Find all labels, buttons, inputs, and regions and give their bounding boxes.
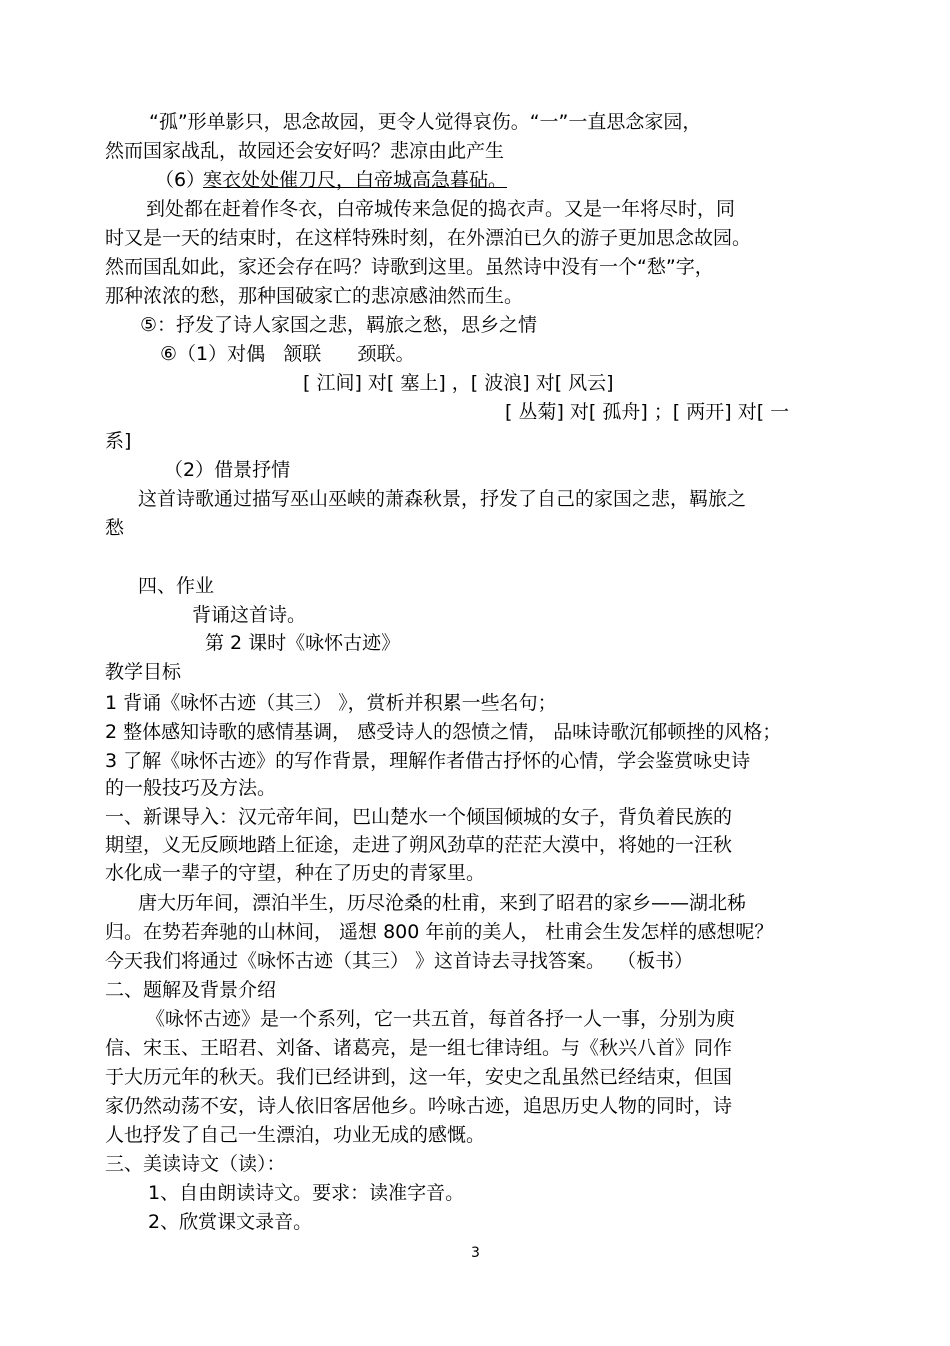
text-line-6: 然而国乱如此，家还会存在吗？诗歌到这里。虽然诗中没有一个“愁”字， [105, 256, 714, 278]
text-line-20: 1 背诵《咏怀古迹（其三） 》，赏析并积累一些名句； [105, 692, 557, 714]
text-line-11: [ 丛菊] 对[ 孤舟] ；[ 两开] 对[ 一 [505, 401, 790, 423]
text-line-34: 家仍然动荡不安，诗人依旧客居他乡。吟咏古迹，追思历史人物的同时，诗 [105, 1095, 733, 1117]
text-line-37: 1、自由朗读诗文。要求：读准字音。 [148, 1182, 465, 1204]
text-line-4: 到处都在赶着作冬衣，白帝城传来急促的捣衣声。又是一年将尽时，同 [146, 198, 736, 220]
text-line-1: “孤”形单影只，思念故园，更令人觉得哀伤。“一”一直思念家园， [149, 111, 702, 133]
text-line-22: 3 了解《咏怀古迹》的写作背景，理解作者借古抒怀的心情，学会鉴赏咏史诗 [105, 750, 751, 772]
text-line-12: 系] [105, 430, 132, 452]
text-line-9: ⑥（1）对偶 颔联 颈联。 [160, 343, 415, 365]
page-number: 3 [471, 1245, 480, 1261]
text-line-25: 期望，义无反顾地踏上征途，走进了朔风劲草的茫茫大漠中，将她的一汪秋 [105, 834, 733, 856]
text-line-28: 归。在势若奔驰的山林间， 遥想 800 年前的美人， 杜甫会生发怎样的感想呢？ [105, 921, 774, 943]
text-line-36: 三、美读诗文（读）： [105, 1153, 286, 1175]
text-line-13: （2）借景抒情 [164, 459, 291, 481]
text-line-29: 今天我们将通过《咏怀古迹（其三） 》这首诗去寻找答案。 （板书） [105, 950, 694, 972]
text-line-26: 水化成一辈子的守望，种在了历史的青冢里。 [105, 862, 486, 884]
text-line-23: 的一般技巧及方法。 [105, 777, 277, 799]
text-line-27: 唐大历年间，漂泊半生，历尽沧桑的杜甫，来到了昭君的家乡——湖北秭 [138, 892, 747, 914]
text-line-30: 二、题解及背景介绍 [105, 979, 277, 1001]
text-line-16: 四、作业 [138, 575, 215, 597]
text-line-19: 教学目标 [105, 661, 182, 683]
text-line-32: 信、宋玉、王昭君、刘备、诸葛亮，是一组七律诗组。与《秋兴八首》同作 [105, 1037, 733, 1059]
text-line-15: 愁 [105, 517, 125, 539]
text-line-21: 2 整体感知诗歌的感情基调， 感受诗人的怨愤之情， 品味诗歌沉郁顿挫的风格； [105, 721, 782, 743]
text-line-18: 第 2 课时《咏怀古迹》 [205, 632, 401, 654]
text-line-3-verse: 寒衣处处催刀尺，白帝城高急暮砧。 [203, 169, 508, 191]
text-line-38: 2、欣赏课文录音。 [148, 1211, 313, 1233]
text-line-10: [ 江间] 对[ 塞上] ，[ 波浪] 对[ 风云] [303, 372, 614, 394]
text-line-7: 那种浓浓的愁，那种国破家亡的悲凉感油然而生。 [105, 285, 524, 307]
text-line-14: 这首诗歌通过描写巫山巫峡的萧森秋景，抒发了自己的家国之悲，羁旅之 [138, 488, 747, 510]
text-line-8: ⑤：抒发了诗人家国之悲，羁旅之愁，思乡之情 [140, 314, 538, 336]
text-line-24: 一、新课导入：汉元帝年间，巴山楚水一个倾国倾城的女子，背负着民族的 [105, 806, 733, 828]
text-line-33: 于大历元年的秋天。我们已经讲到，这一年，安史之乱虽然已经结束，但国 [105, 1066, 733, 1088]
text-line-2: 然而国家战乱，故园还会安好吗？悲凉由此产生 [105, 140, 505, 162]
text-line-5: 时又是一天的结束时，在这样特殊时刻，在外漂泊已久的游子更加思念故园。 [105, 227, 752, 249]
text-line-31: 《咏怀古迹》是一个系列，它一共五首，每首各抒一人一事，分别为庾 [146, 1008, 736, 1030]
text-line-35: 人也抒发了自己一生漂泊，功业无成的感慨。 [105, 1124, 486, 1146]
text-line-3-label: （6） [155, 169, 206, 191]
text-line-17: 背诵这首诗。 [192, 604, 307, 626]
